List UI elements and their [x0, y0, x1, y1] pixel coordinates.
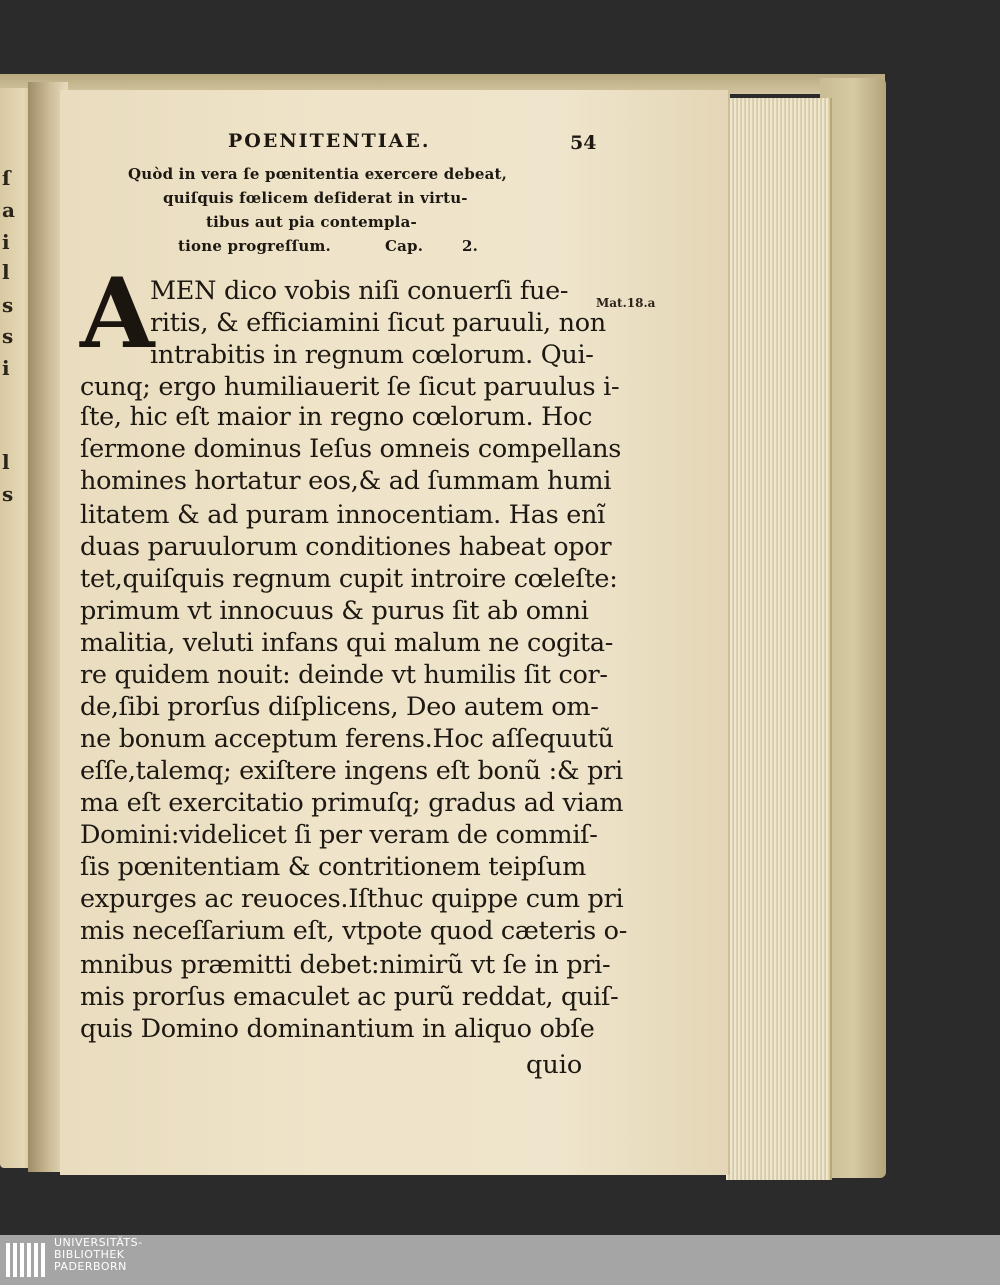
body-line: duas paruulorum conditiones habeat opor — [80, 532, 612, 562]
body-line: eſſe,talemq; exiſtere ingens eſt bonũ :& pri — [80, 756, 623, 786]
catchword: quio — [526, 1050, 583, 1080]
body-line: ſermone dominus Ieſus omneis compellans — [80, 434, 622, 464]
body-line: tet,quiſquis regnum cupit introire cœleſte: — [80, 564, 618, 594]
body-line: mnibus præmitti debet:nimirũ vt ſe in pri- — [80, 950, 611, 980]
body-line: ſis pœnitentiam & contritionem teipſum — [80, 852, 587, 882]
chapter-title-line: tione progreſſum. — [178, 237, 331, 255]
chapter-title-line: quiſquis fœlicem deſiderat in virtu- — [163, 189, 468, 207]
body-line: re quidem nouit: deinde vt humilis ſit cor- — [80, 660, 608, 690]
library-logo-line: UNIVERSITÄTS- — [54, 1236, 143, 1249]
left-page-fragment: i — [2, 356, 10, 380]
left-page-fragment: s — [2, 293, 14, 317]
body-line: ma eſt exercitatio primuſq; gradus ad viam — [80, 788, 624, 818]
body-line: primum vt innocuus & purus ſit ab omni — [80, 596, 589, 626]
body-line: homines hortatur eos,& ad ſummam humi — [80, 466, 612, 496]
library-logo-line: BIBLIOTHEK — [54, 1248, 125, 1261]
left-page-fragment: l — [2, 260, 10, 284]
chapter-label: Cap. — [385, 237, 424, 255]
left-page-fragment: s — [2, 324, 14, 348]
library-footer-bar — [0, 1235, 1000, 1285]
body-line: cunq; ergo humiliauerit ſe ſicut paruulus i- — [80, 372, 620, 402]
body-line: mis neceſſarium eſt, vtpote quod cæteris o- — [80, 916, 628, 946]
chapter-title-line: Quòd in vera ſe pœnitentia exercere debeat, — [128, 165, 508, 183]
library-logo-icon — [6, 1241, 48, 1279]
body-line: quis Domino dominantium in aliquo obſe — [80, 1014, 595, 1044]
left-page-fragment: ſ — [2, 166, 11, 190]
body-line: ne bonum acceptum ferens.Hoc aſſequutũ — [80, 724, 614, 754]
library-logo-line: PADERBORN — [54, 1260, 127, 1273]
left-page-fragment: l — [2, 450, 10, 474]
body-line: intrabitis in regnum cœlorum. Qui- — [150, 340, 594, 370]
body-line: litatem & ad puram innocentiam. Has enĩ — [80, 500, 605, 530]
body-line: Domini:videlicet ſi per veram de commiſ- — [80, 820, 598, 850]
body-line: de,ſibi prorſus diſplicens, Deo autem om- — [80, 692, 599, 722]
page-number: 54 — [570, 132, 597, 154]
library-logo-text — [54, 1237, 143, 1273]
body-line: ſte, hic eſt maior in regno cœlorum. Hoc — [80, 402, 593, 432]
body-line: mis prorſus emaculet ac purũ reddat, quiſ- — [80, 982, 619, 1012]
left-page-fragment: a — [2, 198, 15, 222]
body-line: malitia, veluti infans qui malum ne cogita- — [80, 628, 614, 658]
body-line: ritis, & efficiamini ſicut paruuli, non — [150, 308, 606, 338]
body-line: expurges ac reuoces.Iſthuc quippe cum pri — [80, 884, 624, 914]
chapter-title-line: tibus aut pia contempla- — [206, 213, 417, 231]
drop-cap-initial: A — [80, 257, 155, 370]
marginal-reference: Mat.18.a — [596, 296, 656, 310]
left-page-fragment: s — [2, 482, 14, 506]
running-head: POENITENTIAE. — [228, 130, 431, 152]
chapter-number: 2. — [462, 237, 479, 255]
left-page-fragment: i — [2, 230, 10, 254]
body-line: MEN dico vobis niſi conuerſi fue- — [150, 276, 569, 306]
